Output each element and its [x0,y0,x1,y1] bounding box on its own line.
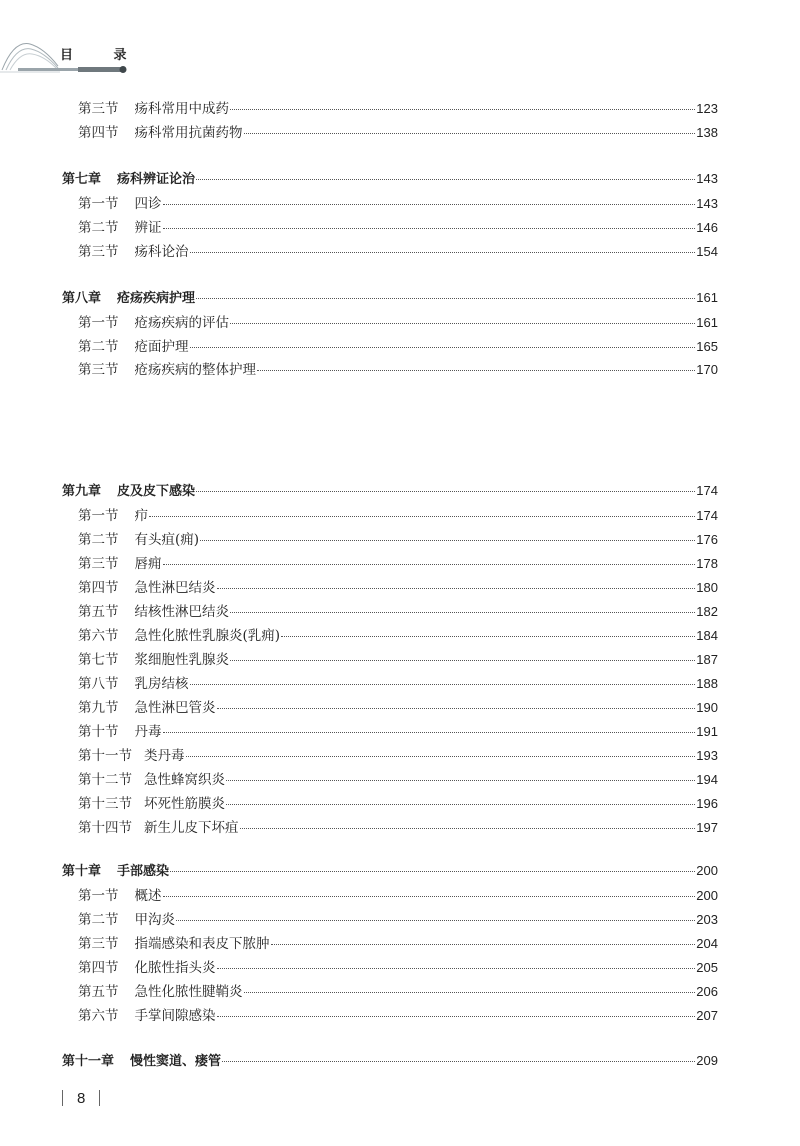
toc-entry-number: 第二节 [78,912,119,928]
toc-entry-title: 有头疽(痈) [134,532,200,548]
toc-entry-page: 197 [696,820,718,835]
toc-entry-page: 196 [696,796,718,811]
toc-section-row [62,696,718,716]
toc-entry-page: 200 [696,888,718,903]
toc-entry-title: 丹毒 [134,724,162,740]
toc-entry-number: 第六节 [78,628,119,644]
toc-entry-page: 182 [696,604,718,619]
toc-section-row [62,884,718,904]
toc-entry-number: 第二节 [78,339,119,355]
toc-entry-title: 四诊 [134,196,162,212]
dot-leader [217,967,696,969]
dot-leader [257,369,695,371]
toc-section-row [62,980,718,1000]
toc-section-row [62,528,718,548]
toc-section-row [62,744,718,764]
toc-chapter-row [62,480,718,500]
toc-entry-number: 第九节 [78,700,119,716]
toc-entry-title: 疡科论治 [134,244,189,260]
dot-leader [244,132,696,134]
dot-leader [230,659,695,661]
toc-entry-title: 新生儿皮下坏疽 [144,820,239,836]
dot-leader [190,683,696,685]
dot-leader [230,108,695,110]
toc-section-row [62,908,718,928]
toc-entry-title: 手部感染 [117,864,170,879]
toc-entry-page: 161 [696,290,718,305]
toc-entry-page: 203 [696,912,718,927]
toc-entry-title: 疡科常用抗菌药物 [134,125,243,141]
dot-leader [163,731,696,733]
toc-entry-page: 143 [696,171,718,186]
toc-entry-page: 146 [696,220,718,235]
toc-section-row [62,192,718,212]
toc-entry-title: 慢性窦道、瘘管 [130,1054,222,1069]
dot-leader [240,827,696,829]
toc-entry-number: 第九章 [62,484,102,499]
dot-leader [196,178,695,180]
toc-entry-title: 化脓性指头炎 [134,960,216,976]
toc-section-row [62,240,718,260]
toc-entry-number: 第二节 [78,532,119,548]
dot-leader [196,297,695,299]
toc-entry-page: 143 [696,196,718,211]
page-number: 8 [77,1089,86,1107]
toc-entry-number: 第三节 [78,244,119,260]
toc-entry-page: 154 [696,244,718,259]
toc-section-row [62,956,718,976]
toc-entry-page: 188 [696,676,718,691]
dot-leader [217,587,696,589]
toc-section-row [62,504,718,524]
toc-entry-number: 第一节 [78,508,119,524]
toc-entry-number: 第三节 [78,101,119,117]
toc-entry-number: 第三节 [78,556,119,572]
toc-entry-page: 170 [696,362,718,377]
dot-leader [230,611,695,613]
toc-section-row [62,216,718,236]
toc-section-row [62,792,718,812]
toc-section-row [62,97,718,117]
toc-section-row [62,121,718,141]
toc-entry-page: 194 [696,772,718,787]
toc-entry-number: 第十四节 [78,820,132,836]
dot-leader [200,539,695,541]
toc-section-row [62,720,718,740]
toc-entry-page: 174 [696,483,718,498]
toc-entry-number: 第三节 [78,936,119,952]
toc-entry-number: 第一节 [78,315,119,331]
toc-entry-number: 第四节 [78,960,119,976]
toc-section-row [62,600,718,620]
toc-section-row [62,624,718,644]
toc-entry-page: 187 [696,652,718,667]
toc-entry-page: 123 [696,101,718,116]
toc-chapter-row [62,860,718,880]
toc-entry-title: 坏死性筋膜炎 [144,796,225,812]
dot-leader [149,515,695,517]
dot-leader [217,1015,696,1017]
toc-entry-number: 第一节 [78,888,119,904]
dot-leader [163,563,696,565]
dot-leader [217,707,696,709]
toc-entry-number: 第四节 [78,580,119,596]
toc-section-row [62,335,718,355]
toc-entry-title: 手掌间隙感染 [134,1008,216,1024]
footer-divider-left [62,1090,63,1106]
toc-entry-page: 205 [696,960,718,975]
dot-leader [163,203,696,205]
toc-entry-number: 第二节 [78,220,119,236]
toc-entry-page: 138 [696,125,718,140]
dot-leader [170,870,695,872]
toc-entry-title: 唇痈 [134,556,162,572]
toc-entry-number: 第八节 [78,676,119,692]
toc-entry-title: 皮及皮下感染 [117,484,196,499]
toc-entry-number: 第六节 [78,1008,119,1024]
toc-entry-page: 191 [696,724,718,739]
toc-chapter-row [62,287,718,307]
toc-entry-number: 第三节 [78,362,119,378]
toc-section-row [62,816,718,836]
toc-entry-title: 结核性淋巴结炎 [134,604,229,620]
toc-entry-number: 第十一节 [78,748,132,764]
dot-leader [281,635,695,637]
dot-leader [163,895,696,897]
toc-section-row [62,768,718,788]
toc-entry-number: 第十二节 [78,772,132,788]
toc-section-row [62,648,718,668]
dot-leader [226,803,695,805]
page-footer [62,1087,100,1109]
toc-entry-number: 第五节 [78,604,119,620]
toc-entry-page: 176 [696,532,718,547]
toc-entry-title: 急性化脓性腱鞘炎 [134,984,243,1000]
toc-section-row [62,552,718,572]
toc-entry-page: 178 [696,556,718,571]
dot-leader [271,943,696,945]
dot-leader [222,1060,695,1062]
header-underline-decoration [18,65,128,75]
toc-entry-title: 疮疡疾病的评估 [134,315,229,331]
dot-leader [190,346,696,348]
toc-entry-title: 疮疡疾病的整体护理 [134,362,256,378]
dot-leader [163,227,696,229]
dot-leader [190,251,696,253]
toc-entry-title: 指端感染和表皮下脓肿 [134,936,270,952]
dot-leader [226,779,695,781]
toc-entry-title: 疮面护理 [134,339,189,355]
toc-entry-page: 193 [696,748,718,763]
footer-divider-right [99,1090,100,1106]
dot-leader [176,919,695,921]
dot-leader [244,991,696,993]
toc-entry-page: 209 [696,1053,718,1068]
toc-entry-number: 第十节 [78,724,119,740]
toc-entry-title: 疖 [134,508,148,524]
toc-entry-page: 184 [696,628,718,643]
toc-entry-number: 第四节 [78,125,119,141]
toc-entry-number: 第七章 [62,172,102,187]
toc-entry-title: 急性化脓性乳腺炎(乳痈) [134,628,281,644]
toc-entry-page: 161 [696,315,718,330]
dot-leader [186,755,696,757]
toc-section-row [62,358,718,378]
toc-entry-title: 疡科辨证论治 [117,172,196,187]
toc-entry-page: 206 [696,984,718,999]
toc-entry-page: 204 [696,936,718,951]
toc-entry-title: 类丹毒 [144,748,185,764]
toc-entry-number: 第一节 [78,196,119,212]
toc-entry-title: 乳房结核 [134,676,189,692]
dot-leader [196,490,695,492]
toc-entry-page: 165 [696,339,718,354]
page-title: 目 录 [60,48,145,63]
toc-entry-number: 第五节 [78,984,119,1000]
toc-entry-page: 190 [696,700,718,715]
toc-entry-page: 174 [696,508,718,523]
toc-chapter-row [62,1050,718,1070]
dot-leader [230,322,695,324]
toc-entry-title: 疮疡疾病护理 [117,291,196,306]
toc-chapter-row [62,168,718,188]
toc-entry-title: 急性淋巴结炎 [134,580,216,596]
toc-section-row [62,932,718,952]
toc-entry-title: 甲沟炎 [134,912,175,928]
toc-entry-number: 第十章 [62,864,102,879]
toc-entry-title: 急性蜂窝织炎 [144,772,225,788]
toc-entry-number: 第七节 [78,652,119,668]
toc-section-row [62,1004,718,1024]
toc-entry-number: 第八章 [62,291,102,306]
toc-entry-title: 疡科常用中成药 [134,101,229,117]
toc-entry-number: 第十三节 [78,796,132,812]
toc-section-row [62,311,718,331]
toc-entry-title: 概述 [134,888,162,904]
toc-section-row [62,576,718,596]
toc-entry-title: 急性淋巴管炎 [134,700,216,716]
toc-entry-number: 第十一章 [62,1054,115,1069]
toc-entry-page: 200 [696,863,718,878]
toc-entry-page: 180 [696,580,718,595]
toc-entry-page: 207 [696,1008,718,1023]
toc-section-row [62,672,718,692]
toc-entry-title: 浆细胞性乳腺炎 [134,652,229,668]
toc-entry-title: 辨证 [134,220,162,236]
